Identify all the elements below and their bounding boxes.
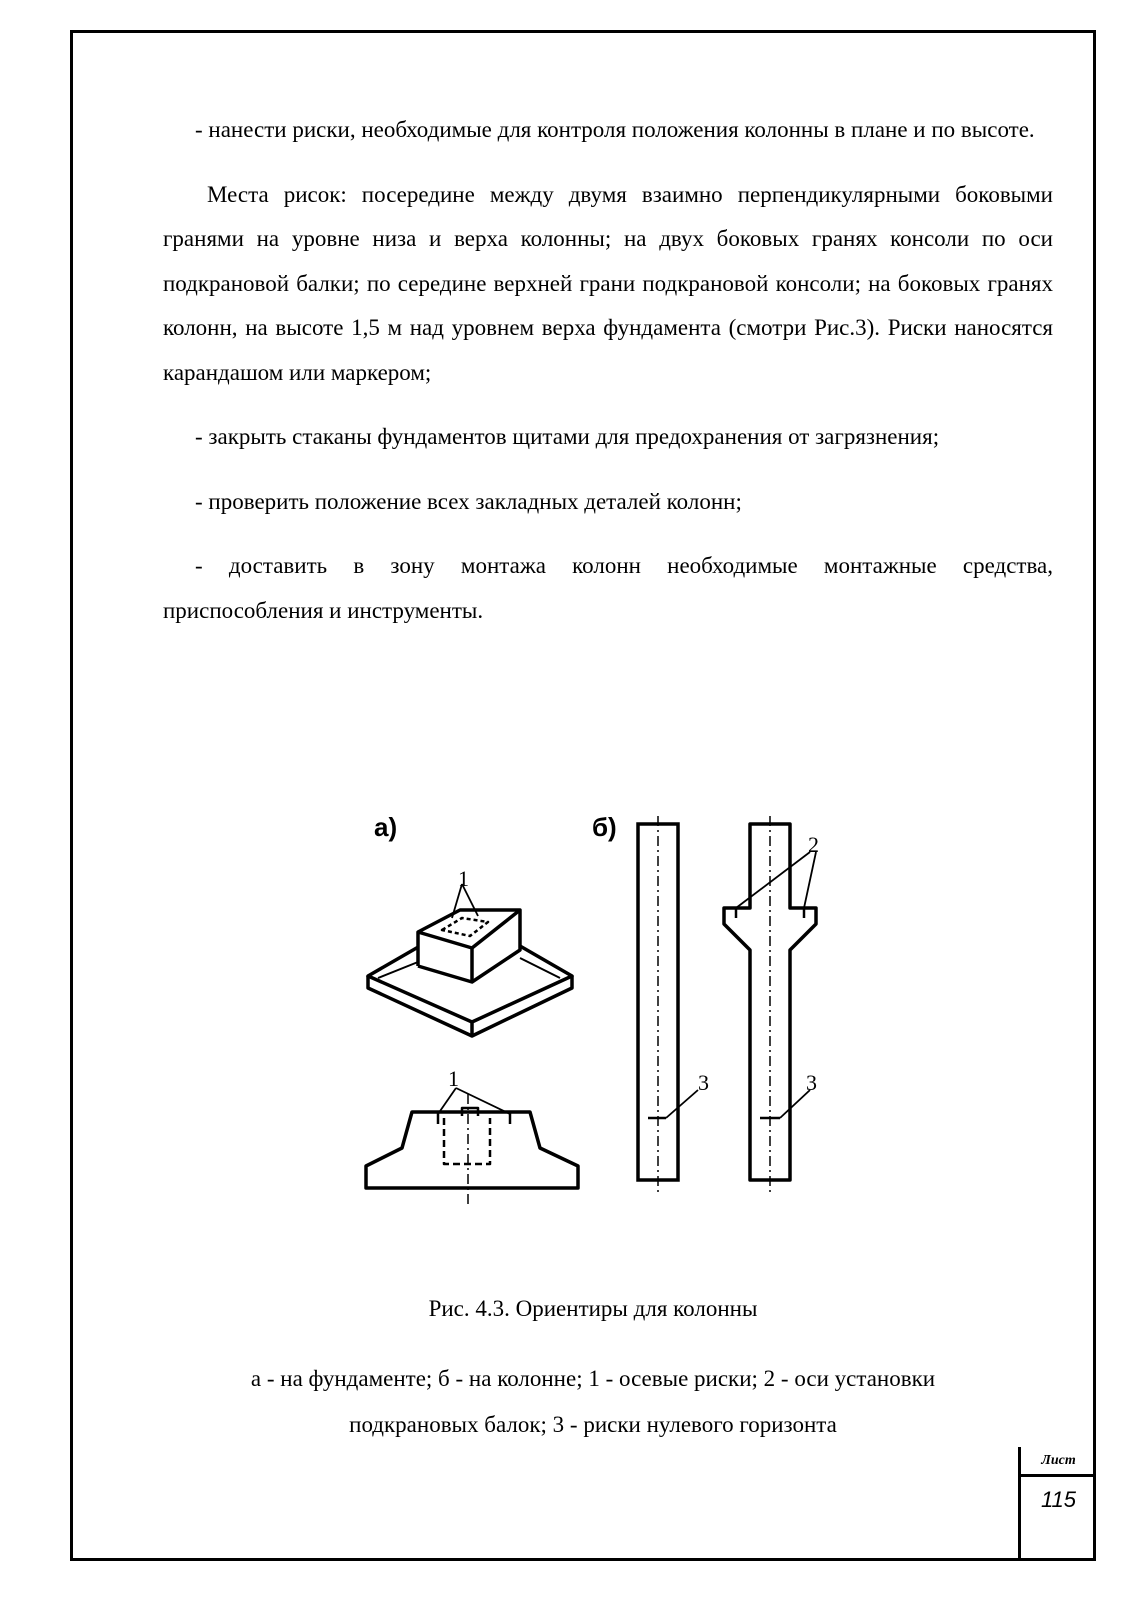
column-with-console: [724, 816, 816, 1194]
paragraph-deliver-tools: - доставить в зону монтажа колонн необходимые монтажные средства, приспособления и инструменты.: [163, 553, 1053, 623]
mark-3-left: 3: [698, 1070, 709, 1095]
figure-caption-title: Рис. 4.3. Ориентиры для колонны: [428, 1296, 758, 1321]
mark-2: 2: [808, 832, 819, 857]
sheet-stamp: [1018, 1447, 1096, 1561]
body-text: [163, 108, 1053, 633]
foundation-marks-1-bottom: [438, 1088, 510, 1114]
figure-column-marks: [360, 810, 840, 1230]
paragraph-check-embedded: - проверить положение всех закладных деталей колонн;: [195, 488, 742, 514]
mark-1-top: 1: [458, 866, 469, 891]
sheet-label: Лист: [1021, 1447, 1096, 1477]
foundation-section: [366, 1094, 578, 1208]
column-straight: [638, 816, 678, 1194]
paragraph-marks: - нанести риски, необходимые для контроля положения колонны в плане и по высоте.: [195, 117, 1035, 142]
paragraph-cover-sockets: - закрыть стаканы фундаментов щитами для предохранения от загрязнения;: [195, 424, 940, 449]
caption-line-2: подкрановых балок; 3 - риски нулевого горизонта: [349, 1412, 837, 1437]
mark-1-bottom: 1: [448, 1066, 459, 1091]
figure-drawing: [360, 810, 840, 1230]
figure-label-b: б): [592, 812, 617, 842]
caption-line-1: а - на фундаменте; б - на колонне; 1 - осевые риски; 2 - оси установки: [250, 1366, 936, 1391]
figure-label-a: а): [374, 812, 398, 842]
mark-3-right: 3: [806, 1070, 817, 1095]
figure-caption-description: [163, 1356, 1023, 1448]
foundation-isometric: [368, 910, 572, 1036]
sheet-number: 115: [1040, 1487, 1077, 1512]
paragraph-mark-locations: Места рисок: посередине между двумя взаимно перпендикулярными боковыми гранями на уровне низа и верха колонны; на двух боковых гранях консоли по оси подкрановой балки; по середине верхней грани подкрановой консоли; на боковых гранях колонн, на высоте 1,5 м над уровнем верха фундамента (смотри Рис.3). Риски наносятся карандашом или маркером;: [163, 181, 1053, 385]
